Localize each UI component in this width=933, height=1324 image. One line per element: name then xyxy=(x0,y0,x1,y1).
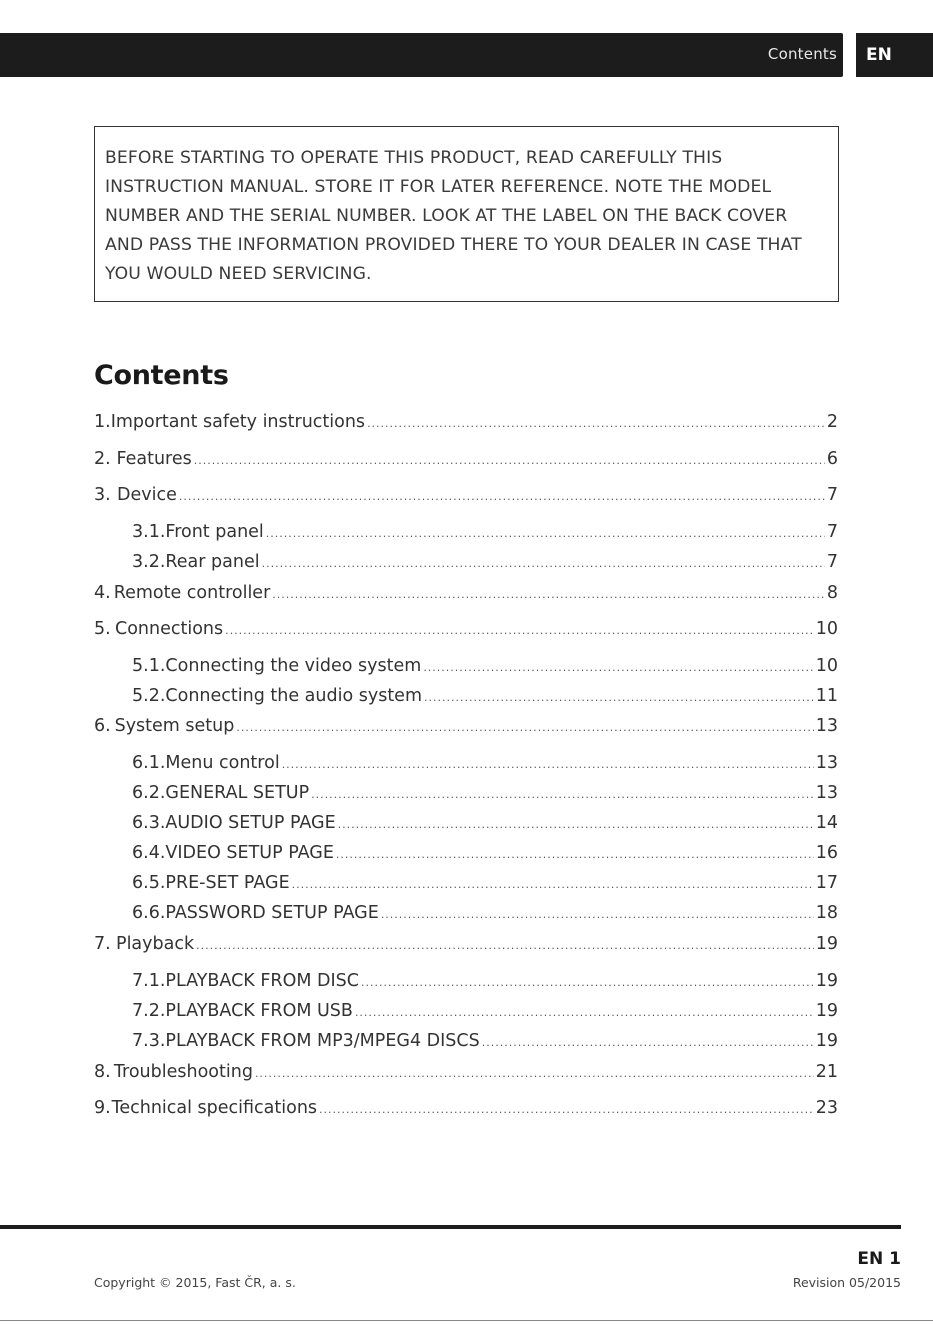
toc-entry-page: 21 xyxy=(815,1062,838,1082)
toc-leader-dots xyxy=(319,1103,814,1116)
toc-entry[interactable] xyxy=(132,971,838,991)
toc-entry-label: Rear panel xyxy=(165,552,260,572)
toc-entry[interactable] xyxy=(132,873,838,893)
toc-entry[interactable] xyxy=(132,813,838,833)
notice-line: AND PASS THE INFORMATION PROVIDED THERE TO YOUR DEALER IN CASE THAT xyxy=(105,235,802,255)
toc-entry-number: 6.1. xyxy=(132,753,166,773)
toc-entry-page: 7 xyxy=(826,485,838,505)
toc-leader-dots xyxy=(179,490,825,503)
page-number: EN 1 xyxy=(857,1249,901,1269)
toc-entry-label: VIDEO SETUP PAGE xyxy=(165,843,334,863)
toc-leader-dots xyxy=(338,818,814,831)
toc-leader-dots xyxy=(361,976,814,989)
toc-entry[interactable] xyxy=(94,583,838,603)
toc-entry-label: Front panel xyxy=(165,522,264,542)
toc-entry-label: Technical specifications xyxy=(111,1098,318,1118)
toc-entry[interactable] xyxy=(94,1098,838,1118)
toc-entry[interactable] xyxy=(132,843,838,863)
toc-leader-dots xyxy=(225,624,814,637)
toc-entry-number: 5.1. xyxy=(132,656,166,676)
toc-entry[interactable] xyxy=(132,552,838,572)
toc-entry-number: 8. xyxy=(94,1062,111,1082)
toc-entry-number: 6.5. xyxy=(132,873,166,893)
notice-line: BEFORE STARTING TO OPERATE THIS PRODUCT, READ CAREFULLY THIS xyxy=(105,148,723,168)
toc-entry-page: 10 xyxy=(815,619,838,639)
toc-entry-number: 2. xyxy=(94,449,111,469)
bottom-line xyxy=(0,1320,933,1321)
toc-entry-label: Menu control xyxy=(165,753,280,773)
toc-entry-page: 2 xyxy=(826,412,838,432)
toc-entry-page: 19 xyxy=(815,1001,838,1021)
toc-entry-label: PRE-SET PAGE xyxy=(165,873,290,893)
toc-entry-label: Features xyxy=(116,449,192,469)
notice-line: INSTRUCTION MANUAL. STORE IT FOR LATER REFERENCE. NOTE THE MODEL xyxy=(105,177,772,197)
toc-entry-label: AUDIO SETUP PAGE xyxy=(165,813,336,833)
toc-entry-label: Playback xyxy=(116,934,195,954)
toc-entry-number: 4. xyxy=(94,583,111,603)
toc-leader-dots xyxy=(355,1006,814,1019)
toc-leader-dots xyxy=(282,758,814,771)
language-badge: EN xyxy=(856,33,933,77)
toc-entry-page: 8 xyxy=(826,583,838,603)
toc-entry[interactable] xyxy=(94,485,838,505)
toc-entry[interactable] xyxy=(132,903,838,923)
toc-entry-page: 7 xyxy=(826,552,838,572)
toc-entry-label: Connections xyxy=(114,619,224,639)
toc-entry[interactable] xyxy=(132,656,838,676)
toc-leader-dots xyxy=(424,691,814,704)
toc-entry-number: 9. xyxy=(94,1098,111,1118)
toc-entry-page: 19 xyxy=(815,1031,838,1051)
toc-entry-number: 7.2. xyxy=(132,1001,166,1021)
toc-entry-page: 14 xyxy=(815,813,838,833)
toc-leader-dots xyxy=(292,878,814,891)
toc-entry[interactable] xyxy=(132,686,838,706)
toc-entry-number: 5. xyxy=(94,619,111,639)
toc-entry-number: 7. xyxy=(94,934,111,954)
toc-entry[interactable] xyxy=(132,1031,838,1051)
notice-line: YOU WOULD NEED SERVICING. xyxy=(105,264,372,284)
toc-entry-label: PASSWORD SETUP PAGE xyxy=(165,903,379,923)
toc-leader-dots xyxy=(196,939,814,952)
header-title: Contents xyxy=(767,45,837,63)
toc-entry-number: 6.3. xyxy=(132,813,166,833)
toc-entry[interactable] xyxy=(94,934,838,954)
toc-entry-label: System setup xyxy=(114,716,235,736)
notice-line: NUMBER AND THE SERIAL NUMBER. LOOK AT THE LABEL ON THE BACK COVER xyxy=(105,206,788,226)
toc-entry-label: Troubleshooting xyxy=(113,1062,253,1082)
toc-entry-number: 3. xyxy=(94,485,111,505)
toc-entry-number: 5.2. xyxy=(132,686,166,706)
toc-entry-number: 7.1. xyxy=(132,971,166,991)
toc-entry-number: 6.2. xyxy=(132,783,166,803)
toc-entry-page: 13 xyxy=(815,753,838,773)
toc-entry[interactable] xyxy=(94,716,838,736)
toc-entry-page: 10 xyxy=(815,656,838,676)
toc-entry-page: 19 xyxy=(815,971,838,991)
toc-entry-page: 23 xyxy=(815,1098,838,1118)
toc-entry-label: PLAYBACK FROM DISC xyxy=(165,971,359,991)
toc-entry[interactable] xyxy=(132,753,838,773)
toc-entry-label: Important safety instructions xyxy=(110,412,366,432)
toc-leader-dots xyxy=(336,848,814,861)
toc-entry-label: PLAYBACK FROM MP3/MPEG4 DISCS xyxy=(165,1031,480,1051)
toc-leader-dots xyxy=(262,557,825,570)
toc-entry-page: 19 xyxy=(815,934,838,954)
toc-entry-label: Device xyxy=(117,485,177,505)
toc-entry[interactable] xyxy=(94,449,838,469)
toc-entry-number: 6.6. xyxy=(132,903,166,923)
toc-entry-label: Connecting the video system xyxy=(165,656,422,676)
toc-leader-dots xyxy=(194,454,825,467)
toc-entry[interactable] xyxy=(94,412,838,432)
toc-entry-page: 11 xyxy=(815,686,838,706)
toc-entry-number: 1. xyxy=(94,412,111,432)
header-bar xyxy=(0,33,843,77)
toc-entry-number: 7.3. xyxy=(132,1031,166,1051)
toc-leader-dots xyxy=(381,908,814,921)
toc-leader-dots xyxy=(266,527,825,540)
footer-rule xyxy=(0,1225,901,1229)
toc-entry[interactable] xyxy=(132,783,838,803)
toc-leader-dots xyxy=(255,1067,814,1080)
toc-entry-label: Connecting the audio system xyxy=(165,686,422,706)
toc-entry-label: Remote controller xyxy=(113,583,271,603)
toc-entry-page: 16 xyxy=(815,843,838,863)
toc-entry-number: 6.4. xyxy=(132,843,166,863)
toc-leader-dots xyxy=(367,417,825,430)
toc-leader-dots xyxy=(423,661,813,674)
toc-entry-page: 18 xyxy=(815,903,838,923)
toc-leader-dots xyxy=(482,1036,814,1049)
toc-entry-page: 7 xyxy=(826,522,838,542)
toc-leader-dots xyxy=(311,788,814,801)
notice-box xyxy=(94,126,839,302)
toc-entry-page: 13 xyxy=(815,783,838,803)
toc-entry-page: 13 xyxy=(815,716,838,736)
toc-entry-page: 6 xyxy=(826,449,838,469)
contents-heading: Contents xyxy=(94,360,229,391)
toc-entry[interactable] xyxy=(132,1001,838,1021)
toc-entry[interactable] xyxy=(94,1062,838,1082)
toc-leader-dots xyxy=(272,588,825,601)
toc-entry-number: 3.2. xyxy=(132,552,166,572)
toc-entry-page: 17 xyxy=(815,873,838,893)
revision-text: Revision 05/2015 xyxy=(792,1275,901,1290)
toc-entry-number: 3.1. xyxy=(132,522,166,542)
copyright-text: Copyright © 2015, Fast ČR, a. s. xyxy=(94,1275,296,1290)
toc-entry-number: 6. xyxy=(94,716,111,736)
toc-entry-label: PLAYBACK FROM USB xyxy=(165,1001,353,1021)
toc-entry[interactable] xyxy=(94,619,838,639)
toc-entry-label: GENERAL SETUP xyxy=(165,783,310,803)
toc-entry[interactable] xyxy=(132,522,838,542)
toc-leader-dots xyxy=(236,721,813,734)
